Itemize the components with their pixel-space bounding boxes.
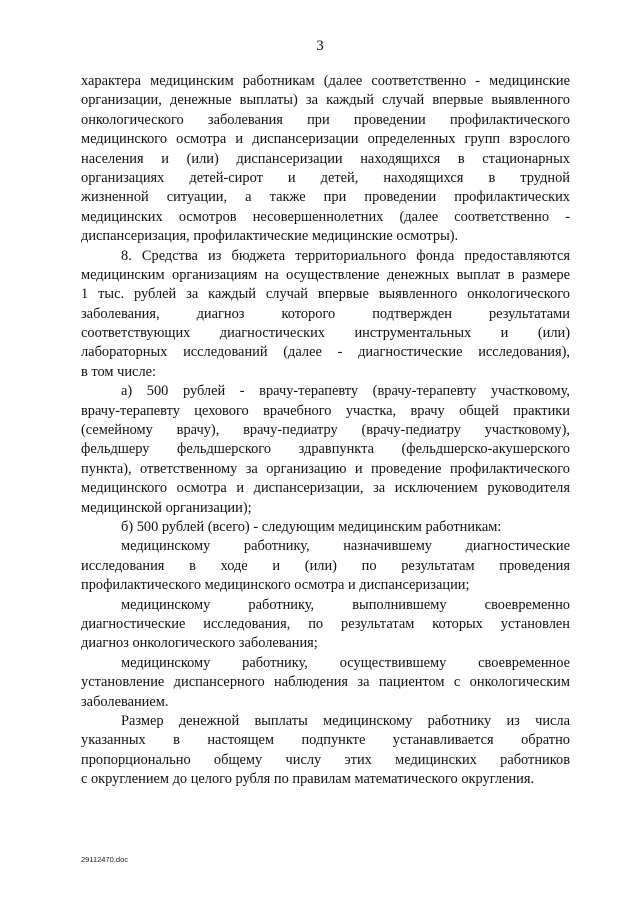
text-line: онкологического заболевания при проведении профилактического xyxy=(81,111,570,128)
text-line: заболевания, диагноз которого подтвержден результатами xyxy=(81,305,570,322)
footer-filename: 29112470.doc xyxy=(81,855,128,864)
text-line: 8. Средства из бюджета территориального фонда предоставляются xyxy=(121,247,570,264)
text-line: лабораторных исследований (далее - диагностические исследования), xyxy=(81,344,570,361)
text-line: медицинскому работнику, выполнившему своевременно xyxy=(121,596,570,613)
text-line: указанных в настоящем подпункте устанавливается обратно xyxy=(81,732,570,749)
text-line: диагноз онкологического заболевания; xyxy=(81,635,318,652)
text-line: медицинским организациям на осуществление денежных выплат в размере xyxy=(81,266,570,283)
text-line: медицинскому работнику, назначившему диагностические xyxy=(121,538,570,555)
text-line: а) 500 рублей - врачу-терапевту (врачу-терапевту участковому, xyxy=(121,383,570,400)
text-line: в том числе: xyxy=(81,363,157,380)
text-line: диагностические исследования, по результатам которых установлен xyxy=(81,615,570,632)
text-line: фельдшеру фельдшерского здравпункта (фельдшерско-акушерского xyxy=(81,441,570,458)
text-line: заболеванием. xyxy=(81,693,169,710)
text-line: медицинского осмотра и диспансеризации, за исключением руководителя xyxy=(81,480,570,497)
text-line: Размер денежной выплаты медицинскому работнику из числа xyxy=(121,712,570,729)
text-line: населения и (или) диспансеризации находящихся в стационарных xyxy=(81,150,570,167)
text-line: установление диспансерного наблюдения за пациентом с онкологическим xyxy=(81,674,570,691)
text-line: профилактического медицинского осмотра и диспансеризации; xyxy=(81,577,470,594)
text-line: соответствующих диагностических инструментальных и (или) xyxy=(81,325,570,342)
text-line: 1 тыс. рублей за каждый случай впервые выявленного онкологического xyxy=(81,286,570,303)
text-line: диспансеризация, профилактические медицинские осмотры). xyxy=(81,228,459,245)
document-body xyxy=(81,72,570,789)
text-line: медицинской организации); xyxy=(81,499,252,516)
text-line: медицинских осмотров несовершеннолетних (далее соответственно - xyxy=(81,208,570,225)
text-line: характера медицинским работникам (далее соответственно - медицинские xyxy=(81,73,570,89)
text-line: организациях детей-сирот и детей, находящихся в трудной xyxy=(81,169,570,186)
text-line: жизненной ситуации, а также при проведении профилактических xyxy=(81,189,570,206)
text-line: пункта), ответственному за организацию и проведение профилактического xyxy=(81,460,570,477)
text-line: медицинскому работнику, осуществившему своевременное xyxy=(121,654,570,671)
text-line: пропорционально общему числу этих медицинских работников xyxy=(81,751,570,768)
text-line: исследования в ходе и (или) по результатам проведения xyxy=(81,557,570,574)
text-line: медицинского осмотра и диспансеризации определенных групп взрослого xyxy=(81,131,570,148)
text-line: с округлением до целого рубля по правилам математического округления. xyxy=(81,771,535,788)
text-line: (семейному врачу), врачу-педиатру (врачу-педиатру участковому), xyxy=(81,422,570,439)
text-line: б) 500 рублей (всего) - следующим медицинским работникам: xyxy=(121,518,502,535)
text-line: организации, денежные выплаты) за каждый случай впервые выявленного xyxy=(81,92,570,109)
text-line: врачу-терапевту цехового врачебного участка, врачу общей практики xyxy=(81,402,570,419)
page-number: 3 xyxy=(316,38,324,54)
